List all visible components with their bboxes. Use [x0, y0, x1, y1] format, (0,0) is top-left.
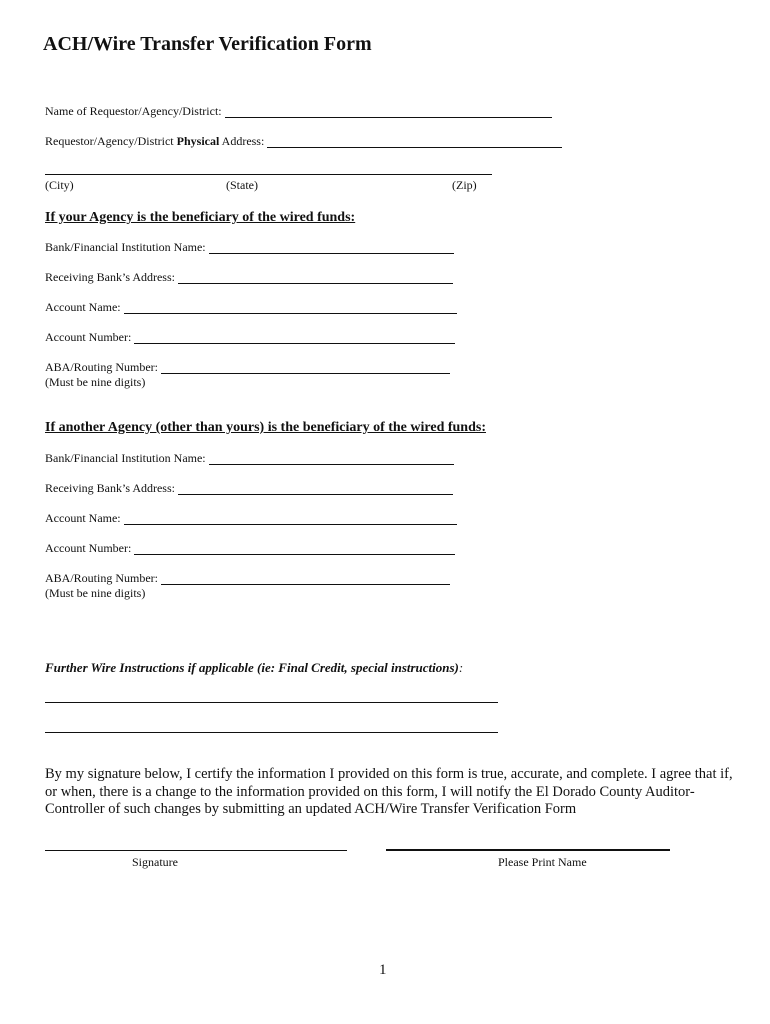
own-routing-label: ABA/Routing Number: [45, 360, 158, 374]
own-account-name-field[interactable] [124, 302, 457, 314]
own-routing-field[interactable] [161, 362, 450, 374]
other-routing-row [45, 571, 450, 585]
requestor-name-field[interactable] [225, 106, 552, 118]
form-title: ACH/Wire Transfer Verification Form [43, 33, 372, 55]
other-routing-field[interactable] [161, 573, 450, 585]
own-routing-note: (Must be nine digits) [45, 375, 146, 389]
own-account-number-label: Account Number: [45, 330, 132, 344]
further-instructions-line-1[interactable] [45, 702, 498, 703]
own-account-name-label: Account Name: [45, 300, 121, 314]
section-own-heading: If your Agency is the beneficiary of the wired funds: [45, 210, 356, 225]
page-number: 1 [379, 962, 387, 978]
own-bank-name-field[interactable] [209, 242, 454, 254]
further-instructions-line-2[interactable] [45, 732, 498, 733]
signature-field[interactable] [45, 850, 347, 851]
other-routing-label: ABA/Routing Number: [45, 571, 158, 585]
print-name-label: Please Print Name [498, 855, 587, 869]
city-label: (City) [45, 178, 74, 192]
zip-label: (Zip) [452, 178, 477, 192]
section-other-heading: If another Agency (other than yours) is the beneficiary of the wired funds: [45, 420, 486, 435]
state-label: (State) [226, 178, 258, 192]
requestor-name-row [45, 104, 552, 118]
own-bank-address-row [45, 270, 453, 284]
other-bank-name-label: Bank/Financial Institution Name: [45, 451, 206, 465]
physical-address-row [45, 134, 562, 148]
other-routing-note: (Must be nine digits) [45, 586, 146, 600]
signature-label: Signature [132, 855, 178, 869]
other-account-number-row [45, 541, 455, 555]
own-bank-name-row [45, 240, 454, 254]
other-account-name-label: Account Name: [45, 511, 121, 525]
own-account-name-row [45, 300, 457, 314]
physical-address-label: Requestor/Agency/District Physical Address: [45, 134, 265, 148]
other-account-number-field[interactable] [134, 543, 455, 555]
other-bank-address-label: Receiving Bank’s Address: [45, 481, 175, 495]
other-bank-address-row [45, 481, 453, 495]
own-account-number-field[interactable] [134, 332, 455, 344]
city-state-zip-field[interactable] [45, 174, 492, 175]
physical-address-field[interactable] [267, 136, 562, 148]
own-bank-address-field[interactable] [178, 272, 453, 284]
print-name-field[interactable] [386, 849, 670, 851]
other-account-name-field[interactable] [124, 513, 457, 525]
own-bank-address-label: Receiving Bank’s Address: [45, 270, 175, 284]
other-account-name-row [45, 511, 457, 525]
own-account-number-row [45, 330, 455, 344]
other-bank-name-field[interactable] [209, 453, 454, 465]
other-bank-address-field[interactable] [178, 483, 453, 495]
other-bank-name-row [45, 451, 454, 465]
other-account-number-label: Account Number: [45, 541, 132, 555]
certification-text: By my signature below, I certify the information I provided on this form is true, accurate, and complete. I agree that if, or when, there is a change to the information provided on this form, I will notify the El Dorado County Auditor-Controller of such changes by submitting an updated ACH/Wire Transfer Verification Form [45, 766, 733, 817]
own-bank-name-label: Bank/Financial Institution Name: [45, 240, 206, 254]
further-instructions-label: Further Wire Instructions if applicable (ie: Final Credit, special instructions): [45, 660, 464, 675]
own-routing-row [45, 360, 450, 374]
requestor-name-label: Name of Requestor/Agency/District: [45, 104, 222, 118]
